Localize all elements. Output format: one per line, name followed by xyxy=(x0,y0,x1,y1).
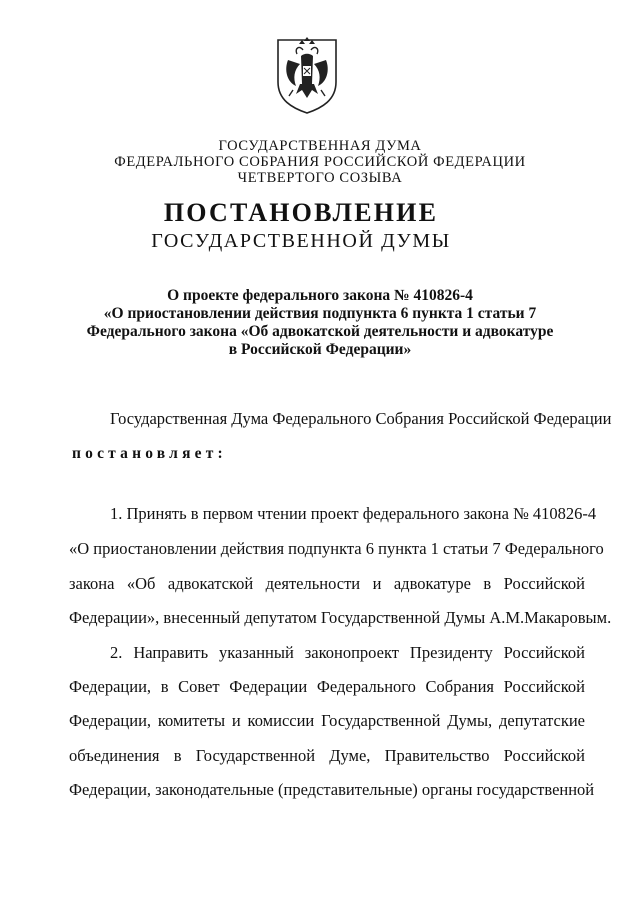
paragraph1-line3: закона «Об адвокатской деятельности и адвокатуре в Российской xyxy=(69,574,585,593)
subject-line-1: О проекте федерального закона № 410826-4 xyxy=(167,287,473,304)
paragraph1-line2: «О приостановлении действия подпункта 6 пункта 1 статьи 7 Федерального xyxy=(69,539,604,558)
document-subtitle: ГОСУДАРСТВЕННОЙ ДУМЫ xyxy=(151,230,451,252)
document-title: ПОСТАНОВЛЕНИЕ xyxy=(163,198,439,227)
header-line-2: ФЕДЕРАЛЬНОГО СОБРАНИЯ РОССИЙСКОЙ ФЕДЕРАЦИИ xyxy=(114,154,526,170)
paragraph2-line5: Федерации, законодательные (представительные) органы государственной xyxy=(69,780,595,799)
paragraph1-line4: Федерации», внесенный депутатом Государственной Думы А.М.Макаровым. xyxy=(69,608,612,627)
paragraph1-line1: 1. Принять в первом чтении проект федерального закона № 410826-4 xyxy=(110,504,597,523)
intro-text: Государственная Дума Федерального Собрания Российской Федерации xyxy=(110,409,612,428)
subject-line-3: Федерального закона «Об адвокатской деятельности и адвокатуре xyxy=(86,323,554,340)
subject-line-2: «О приостановлении действия подпункта 6 пункта 1 статьи 7 xyxy=(103,305,537,322)
paragraph2-line4: объединения в Государственной Думе, Правительство Российской xyxy=(69,746,585,765)
paragraph2-line2: Федерации, в Совет Федерации Федерального Собрания Российской xyxy=(69,677,585,696)
paragraph2-line3: Федерации, комитеты и комиссии Государственной Думы, депутатские xyxy=(69,711,585,730)
subject-line-4: в Российской Федерации» xyxy=(228,341,412,358)
header-line-1: ГОСУДАРСТВЕННАЯ ДУМА xyxy=(218,138,422,154)
resolves-text: постановляет: xyxy=(72,445,227,462)
header-line-3: ЧЕТВЕРТОГО СОЗЫВА xyxy=(237,170,403,186)
paragraph2-line1: 2. Направить указанный законопроект Президенту Российской xyxy=(110,643,585,662)
coat-of-arms-icon xyxy=(274,36,340,116)
